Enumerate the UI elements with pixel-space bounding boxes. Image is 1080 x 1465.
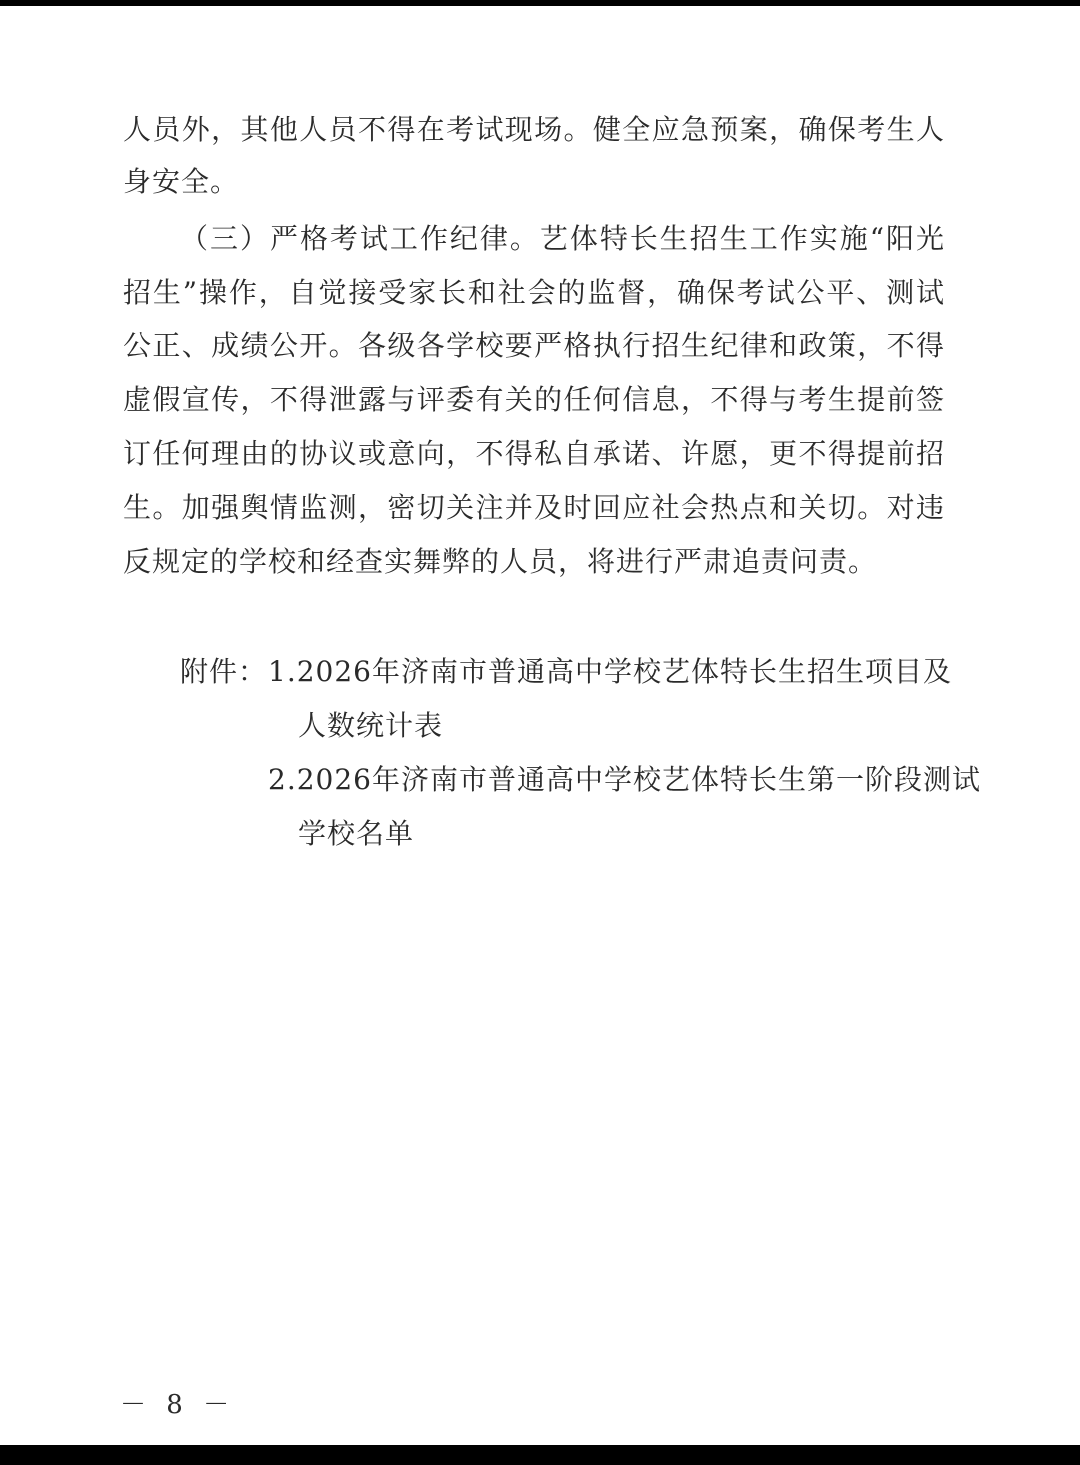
paragraph-line: 生。加强舆情监测，密切关注并及时回应社会热点和关切。对违	[123, 491, 945, 524]
paragraph-line: 人员外，其他人员不得在考试现场。健全应急预案，确保考生人	[123, 113, 945, 146]
section-heading-line: （三）严格考试工作纪律。艺体特长生招生工作实施“阳光	[180, 222, 945, 255]
paragraph-line: 招生”操作，自觉接受家长和社会的监督，确保考试公平、测试	[123, 276, 945, 309]
page-number: － 8 －	[120, 1390, 236, 1420]
paragraph-line: 订任何理由的协议或意向，不得私自承诺、许愿，更不得提前招	[123, 437, 945, 470]
document-page	[0, 6, 1080, 1445]
paragraph-line: 身安全。	[123, 165, 240, 198]
attachment-item-2: 2.2026年济南市普通高中学校艺体特长生第一阶段测试	[268, 763, 981, 796]
paragraph-line: 虚假宣传，不得泄露与评委有关的任何信息，不得与考生提前签	[123, 383, 945, 416]
attachment-item-2-continued: 学校名单	[298, 817, 415, 850]
attachment-item-1: 1.2026年济南市普通高中学校艺体特长生招生项目及	[268, 655, 952, 688]
paragraph-line: 公正、成绩公开。各级各学校要严格执行招生纪律和政策，不得	[123, 329, 945, 362]
attachment-label: 附件：	[180, 655, 268, 688]
bottom-bar	[0, 1445, 1080, 1465]
attachment-item-1-continued: 人数统计表	[298, 709, 444, 742]
paragraph-line: 反规定的学校和经查实舞弊的人员，将进行严肃追责问责。	[123, 545, 878, 578]
